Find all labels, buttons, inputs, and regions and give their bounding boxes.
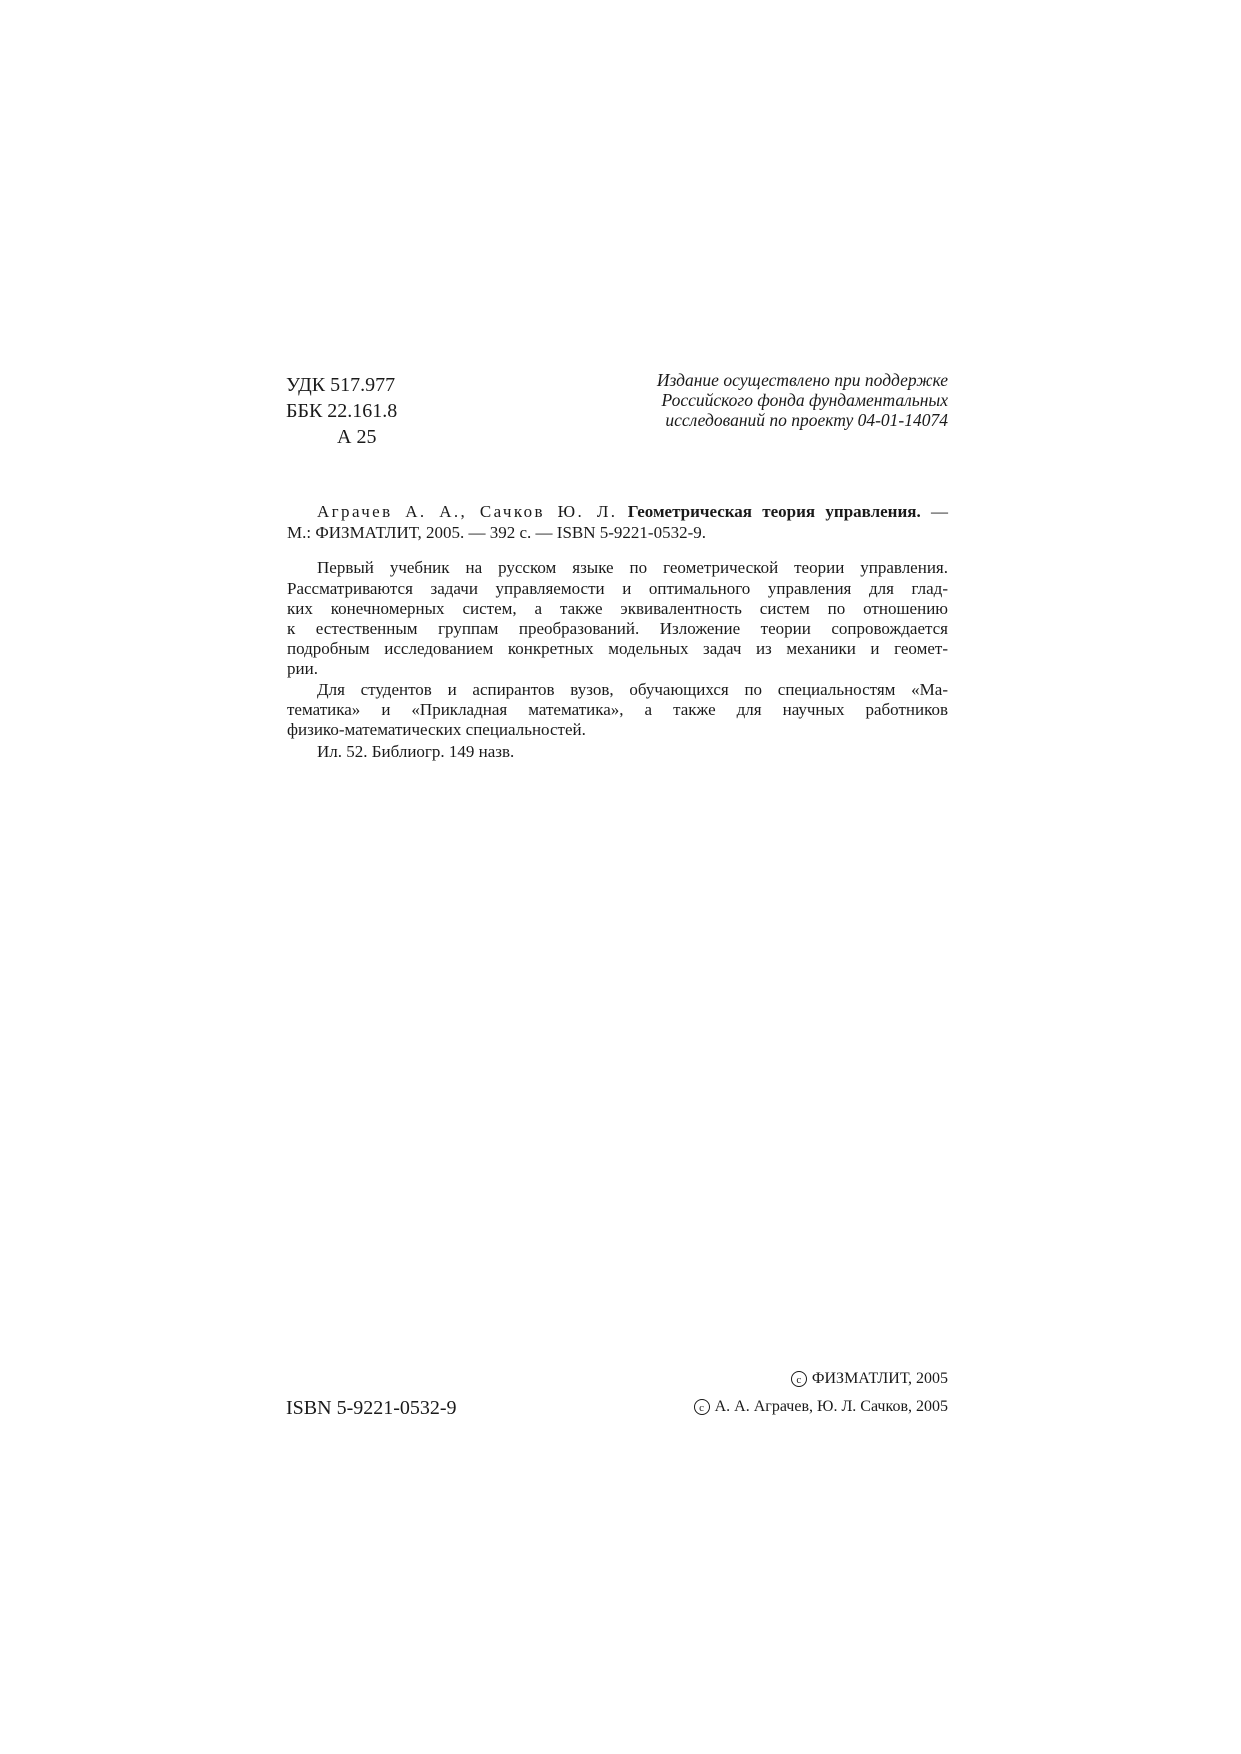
grant-note-line: Российского фонда фундаментальных [661, 390, 948, 410]
audience-line: Для студентов и аспирантов вузов, обучающихся по специальностям «Ма- [317, 680, 948, 699]
udk-code: УДК 517.977 [286, 374, 396, 396]
copyright-authors-text: А. А. Аграчев, Ю. Л. Сачков, 2005 [714, 1398, 948, 1415]
audience-line: тематика» и «Прикладная математика», а также для научных работников [287, 700, 948, 719]
copyright-publisher-text: ФИЗМАТЛИТ, 2005 [811, 1370, 948, 1387]
abstract-line: к естественным группам преобразований. Изложение теории сопровождается [287, 619, 948, 638]
grant-note-line: исследований по проекту 04-01-14074 [665, 410, 948, 430]
abstract-line: подробным исследованием конкретных модельных задач из механики и геомет- [287, 639, 948, 658]
copyright-authors [694, 1397, 948, 1417]
audience-line: физико-математических специальностей. [287, 720, 586, 739]
citation-authors: Аграчев А. А., Сачков Ю. Л. [317, 502, 618, 521]
citation-line-2: М.: ФИЗМАТЛИТ, 2005. — 392 с. — ISBN 5-9221-0532-9. [287, 523, 706, 542]
citation-title: Геометрическая теория управления. [627, 502, 921, 521]
copyright-publisher [791, 1369, 948, 1389]
grant-note-line: Издание осуществлено при поддержке [656, 370, 948, 390]
copyright-icon: c [694, 1399, 710, 1415]
bbk-code: ББК 22.161.8 [286, 400, 398, 422]
isbn: ISBN 5-9221-0532-9 [286, 1397, 457, 1419]
abstract-line: Рассматриваются задачи управляемости и оптимального управления для глад- [287, 579, 948, 598]
grant-note [528, 370, 948, 430]
author-sign: А 25 [337, 426, 377, 448]
abstract-line: Первый учебник на русском языке по геометрической теории управления. [317, 558, 948, 577]
illustrations-note: Ил. 52. Библиогр. 149 назв. [317, 742, 515, 761]
citation-line-1 [317, 502, 948, 522]
abstract-line: рии. [287, 659, 318, 678]
abstract-line: ких конечномерных систем, а также эквивалентность систем по отношению [287, 599, 948, 618]
copyright-icon: c [791, 1371, 807, 1387]
citation-dash: — [931, 502, 949, 521]
